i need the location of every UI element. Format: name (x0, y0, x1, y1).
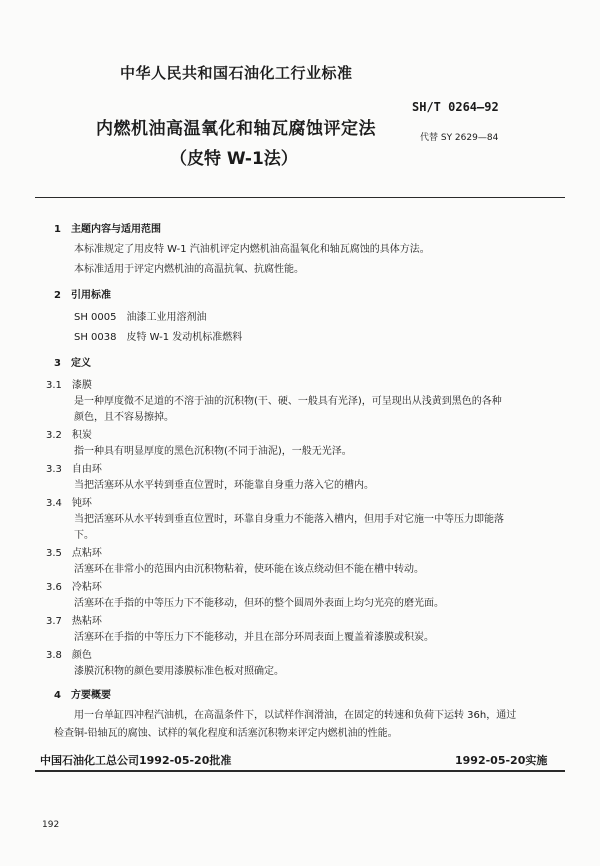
definition-text: 指一种具有明显厚度的黑色沉积物(不同于油泥)，一般无光泽。 (74, 446, 352, 457)
header-divider (35, 197, 565, 198)
definition-text: 当把活塞环从水平转到垂直位置时，环靠自身重力不能落入槽内，但用手对它施一中等压力即能落 (74, 514, 504, 525)
document-title: 内燃机油高温氧化和轴瓦腐蚀评定法 (96, 119, 376, 139)
section-1-heading: 1 主题内容与适用范围 (54, 224, 161, 235)
approval-date: 中国石油化工总公司1992-05-20批准 (40, 754, 232, 767)
section-4-paragraph: 用一台单缸四冲程汽油机，在高温条件下，以试样作润滑油，在固定的转速和负荷下运转 36h，通过 (74, 710, 517, 721)
issuing-body: 中华人民共和国石油化工行业标准 (120, 64, 353, 82)
definition-term: 3.2 积炭 (46, 430, 92, 441)
section-4-heading: 4 方要概要 (54, 690, 111, 701)
replaces-standard: 代替 SY 2629—84 (420, 133, 499, 143)
definition-term: 3.3 自由环 (46, 464, 102, 475)
section-1-paragraph: 本标准规定了用皮特 W-1 汽油机评定内燃机油高温氧化和轴瓦腐蚀的具体方法。 (74, 244, 430, 255)
definition-term: 3.1 漆膜 (46, 380, 92, 391)
standard-number: SH/T 0264—92 (412, 100, 499, 114)
document-subtitle: （皮特 W-1法） (170, 149, 298, 169)
footer-divider (35, 770, 565, 772)
definition-text: 活塞环在手指的中等压力下不能移动，但环的整个圆周外表面上均匀光亮的磨光面。 (74, 598, 444, 609)
definition-text: 活塞环在非常小的范围内由沉积物粘着，使环能在该点绕动但不能在槽中转动。 (74, 564, 424, 575)
section-4-paragraph: 检查铜-铅轴瓦的腐蚀、试样的氧化程度和活塞沉积物来评定内燃机油的性能。 (54, 728, 398, 739)
section-3-heading: 3 定义 (54, 358, 91, 369)
section-2-heading: 2 引用标准 (54, 290, 111, 301)
definition-term: 3.5 点粘环 (46, 548, 102, 559)
definition-text: 漆膜沉积物的颜色要用漆膜标准色板对照确定。 (74, 666, 284, 677)
definition-text: 活塞环在手指的中等压力下不能移动，并且在部分环周表面上覆盖着漆膜或积炭。 (74, 632, 434, 643)
reference-item: SH 0005 油漆工业用溶剂油 (74, 312, 207, 323)
definition-term: 3.6 冷粘环 (46, 582, 102, 593)
section-1-paragraph: 本标准适用于评定内燃机油的高温抗氧、抗腐性能。 (74, 264, 304, 275)
definition-term: 3.4 钝环 (46, 498, 92, 509)
reference-item: SH 0038 皮特 W-1 发动机标准燃料 (74, 332, 243, 343)
definition-text: 下。 (74, 530, 94, 541)
definition-text: 当把活塞环从水平转到垂直位置时，环能靠自身重力落入它的槽内。 (74, 480, 374, 491)
definition-term: 3.7 热粘环 (46, 616, 102, 627)
definition-text: 颜色，且不容易擦掉。 (74, 412, 174, 423)
effective-date: 1992-05-20实施 (455, 754, 548, 767)
page-number: 192 (42, 820, 60, 830)
definition-text: 是一种厚度微不足道的不溶于油的沉积物(干、硬、一般具有光泽)，可呈现出从浅黄到黑色的各种 (74, 396, 502, 407)
definition-term: 3.8 颜色 (46, 650, 92, 661)
